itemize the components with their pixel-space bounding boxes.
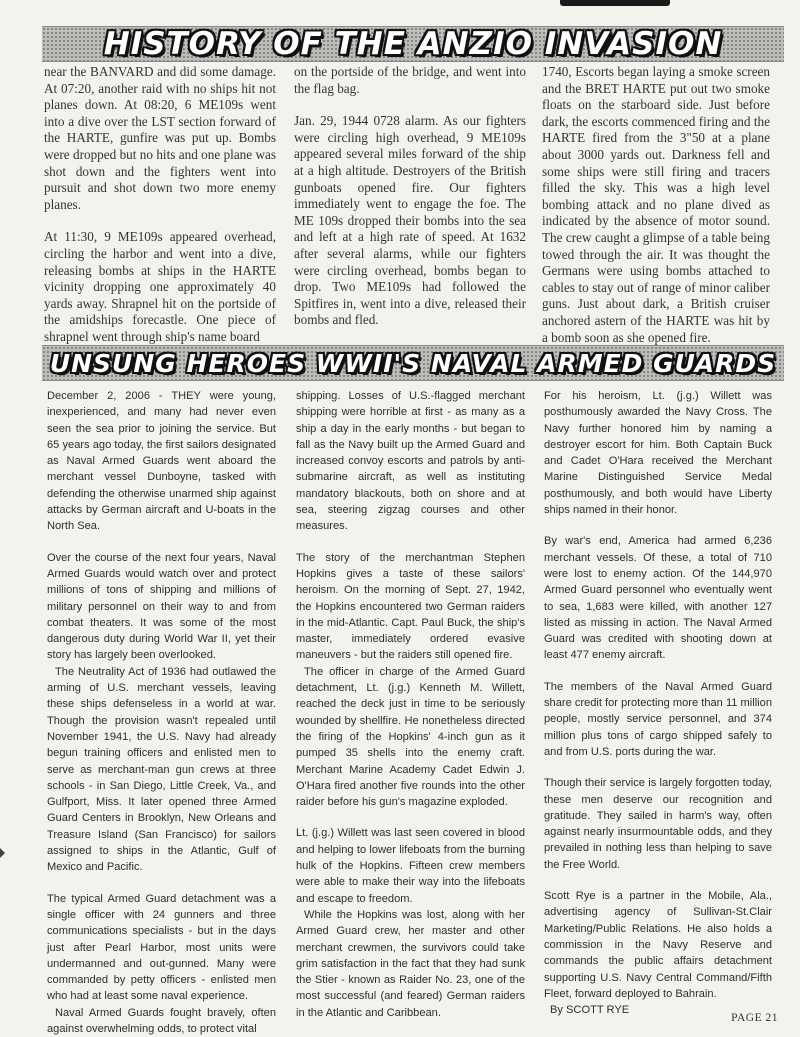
paragraph: The members of the Naval Armed Guard share credit for protecting more than 11 million people, mostly service personnel, and 374 million plus tons of cargo shipped safely to and from U.S. ports during the war. [544, 680, 772, 758]
anzio-column-3 [542, 64, 770, 344]
paragraph: Scott Rye is a partner in the Mobile, Ala., advertising agency of Sullivan-St.Clair Marketing/Public Relations. He also holds a commission in the Navy Reserve and commands the public affairs detachment supporting U.S. Navy Central Command/Fifth Fleet, forward deployed to Bahrain. [544, 890, 772, 1000]
heroes-column-2 [296, 388, 525, 1019]
paragraph: Lt. (j.g.) Willett was last seen covered in blood and helping to lower lifeboats from the burning hulk of the Hopkins. Fifteen crew members were able to make their way into the lifeboats and escape to freedom. [296, 827, 525, 905]
paragraph: on the portside of the bridge, and went into the flag bag. [294, 64, 526, 96]
paragraph: For his heroism, Lt. (j.g.) Willett was posthumously awarded the Navy Cross. The Navy further honored him by naming a destroyer escort for him. Both Captain Buck and Cadet O'Hara received the Merchant Marine Distinguished Service Medal posthumously, and both would have Liberty ships named in their honor. [544, 390, 772, 517]
paragraph: shipping. Losses of U.S.-flagged merchant shipping were horrible at first - as many as a ship a day in the early months - but began to fall as the Navy built up the Armed Guard and increased convoy escorts and patrols by anti-submarine aircraft, as well as instituting mandatory blackouts, both on shore and at sea, steering zigzag courses and other measures. [296, 390, 525, 533]
heroes-column-1 [47, 388, 276, 1035]
paragraph: The officer in charge of the Armed Guard detachment, Lt. (j.g.) Kenneth M. Willett, reached the deck just in time to be seriously wounded by shellfire. He nonetheless directed the firing of the Hopkins' 4-inch gun as it pumped 35 shells into the enemy craft. Merchant Marine Academy Cadet Edwin J. O'Hara fired another five rounds into the other raider before his gun's magazine exploded. [296, 665, 525, 809]
paragraph: At 11:30, 9 ME109s appeared overhead, circling the harbor and went into a dive, releasing bombs at ships in the HARTE vicinity dropping one approximately 40 yards away. Shrapnel hit on the portside of the amidships forecastle. One piece of shrapnel went through ship's name board [44, 229, 276, 344]
paragraph: Naval Armed Guards fought bravely, often against overwhelming odds, to protect vital [47, 1006, 276, 1035]
section-title-anzio: HISTORY OF THE ANZIO INVASION [103, 26, 723, 62]
header-fragment [560, 0, 670, 6]
page-number: PAGE 21 [731, 1012, 778, 1024]
paragraph: Jan. 29, 1944 0728 alarm. As our fighters were circling high overhead, 9 ME109s appeared several miles forward of the ship at a high altitude. Destroyers of the British gunboats opened fire. Our fighters immediately went to engage the foe. The ME 109s dropped their bombs into the sea and left at a high rate of speed. At 1632 after several alarms, while our fighters were circling overhead, bombs began to drop. Two ME109s had followed the Spitfires in, went into a dive, released their bombs and fled. [294, 113, 526, 328]
paragraph: The typical Armed Guard detachment was a single officer with 24 gunners and three communications specialists - but in the days just after Pearl Harbor, most units were undermanned and out-gunned. Many were commanded by petty officers - enlisted men who had at least some naval experience. [47, 892, 276, 1003]
section-title-unsung-heroes: UNSUNG HEROES WWII'S NAVAL ARMED GUARDS [49, 348, 777, 378]
byline: By SCOTT RYE [550, 1004, 630, 1017]
paragraph: near the BANVARD and did some damage. At 07:20, another raid with no ships hit not planes down. At 08:20, 6 ME109s went into a dive over the LST section forward of the HARTE, gunfire was put up. Bombs were dropped but no hits and one plane was shot down and the fighters went into pursuit and shot down two more enemy planes. [44, 64, 276, 212]
paragraph: December 2, 2006 - THEY were young, inexperienced, and many had never even seen the sea prior to joining the service. But 65 years ago today, the first sailors designated as Naval Armed Guards went aboard the merchant vessel Dunboyne, tasked with defending the otherwise unarmed ship against attacks by German aircraft and U-boats in the North Sea. [47, 390, 276, 533]
paragraph: While the Hopkins was lost, along with her Armed Guard crew, her master and other merchant crewmen, the survivors could take grim satisfaction in the fact that they had sunk the Stier - known as Raider No. 23, one of the most successful (and feared) German raiders in the Atlantic and Caribbean. [296, 908, 525, 1019]
paragraph: Over the course of the next four years, Naval Armed Guards would watch over and protect millions of tons of shipping and millions of military personnel on their way to and from combat theaters. It was some of the most dangerous duty during World War II, yet their story has largely been overlooked. [47, 551, 276, 662]
anzio-column-2 [294, 64, 526, 344]
section-banner-unsung-heroes [42, 345, 784, 381]
paragraph: 1740, Escorts began laying a smoke screen and the BRET HARTE put out two smoke floats on the starboard side. Just before dark, the escorts commenced firing and the HARTE fired from the 3"50 at a plane about 3000 yards out. Darkness fell and some ships were still firing and tracers filled the sky. This was a high level bombing attack and no plane dived as indicated by the absence of motor sound. The crew caught a glimpse of a table being towed through the air. It was thought the Germans were using bombs attached to cables to stay out of range of minor caliber guns. Just about dark, a British cruiser anchored astern of the HARTE was hit by a bomb soon as she opened fire. [542, 64, 770, 345]
paragraph: Though their service is largely forgotten today, these men deserve our recognition and gratitude. They sailed in harm's way, often against nearly insurmountable odds, and they prevailed in nothing less than helping to save the Free World. [544, 777, 772, 871]
paragraph: The Neutrality Act of 1936 had outlawed the arming of U.S. merchant vessels, leaving these ships defenseless in a world at war. Though the provision wasn't repealed until November 1941, the U.S. Navy had already begun training officers and enlisted men to serve as merchant-man gun crews at three schools - in San Diego, Little Creek, Va., and Gulfport, Miss. It later opened three Armed Guard Centers in Brooklyn, New Orleans and Treasure Island (San Francisco) for sailors assigned to ships in the Atlantic, Gulf of Mexico and Pacific. [47, 665, 276, 874]
paragraph: The story of the merchantman Stephen Hopkins gives a taste of these sailors' heroism. On the morning of Sept. 27, 1942, the Hopkins encountered two German raiders in the mid-Atlantic. Capt. Paul Buck, the ship's master, immediately ordered evasive maneuvers - but the raiders still opened fire. [296, 551, 525, 662]
anzio-column-1 [44, 64, 276, 344]
section-banner-anzio [42, 26, 784, 62]
paragraph: By war's end, America had armed 6,236 merchant vessels. Of these, a total of 710 were lost to enemy action. Of the 144,970 Armed Guard personnel who eventually went to sea, 1,683 were killed, with another 127 listed as missing in action. The Naval Armed Guard was credited with shooting down at least 477 enemy aircraft. [544, 535, 772, 662]
edge-marker-icon [0, 848, 5, 858]
heroes-column-3 [544, 388, 772, 1017]
